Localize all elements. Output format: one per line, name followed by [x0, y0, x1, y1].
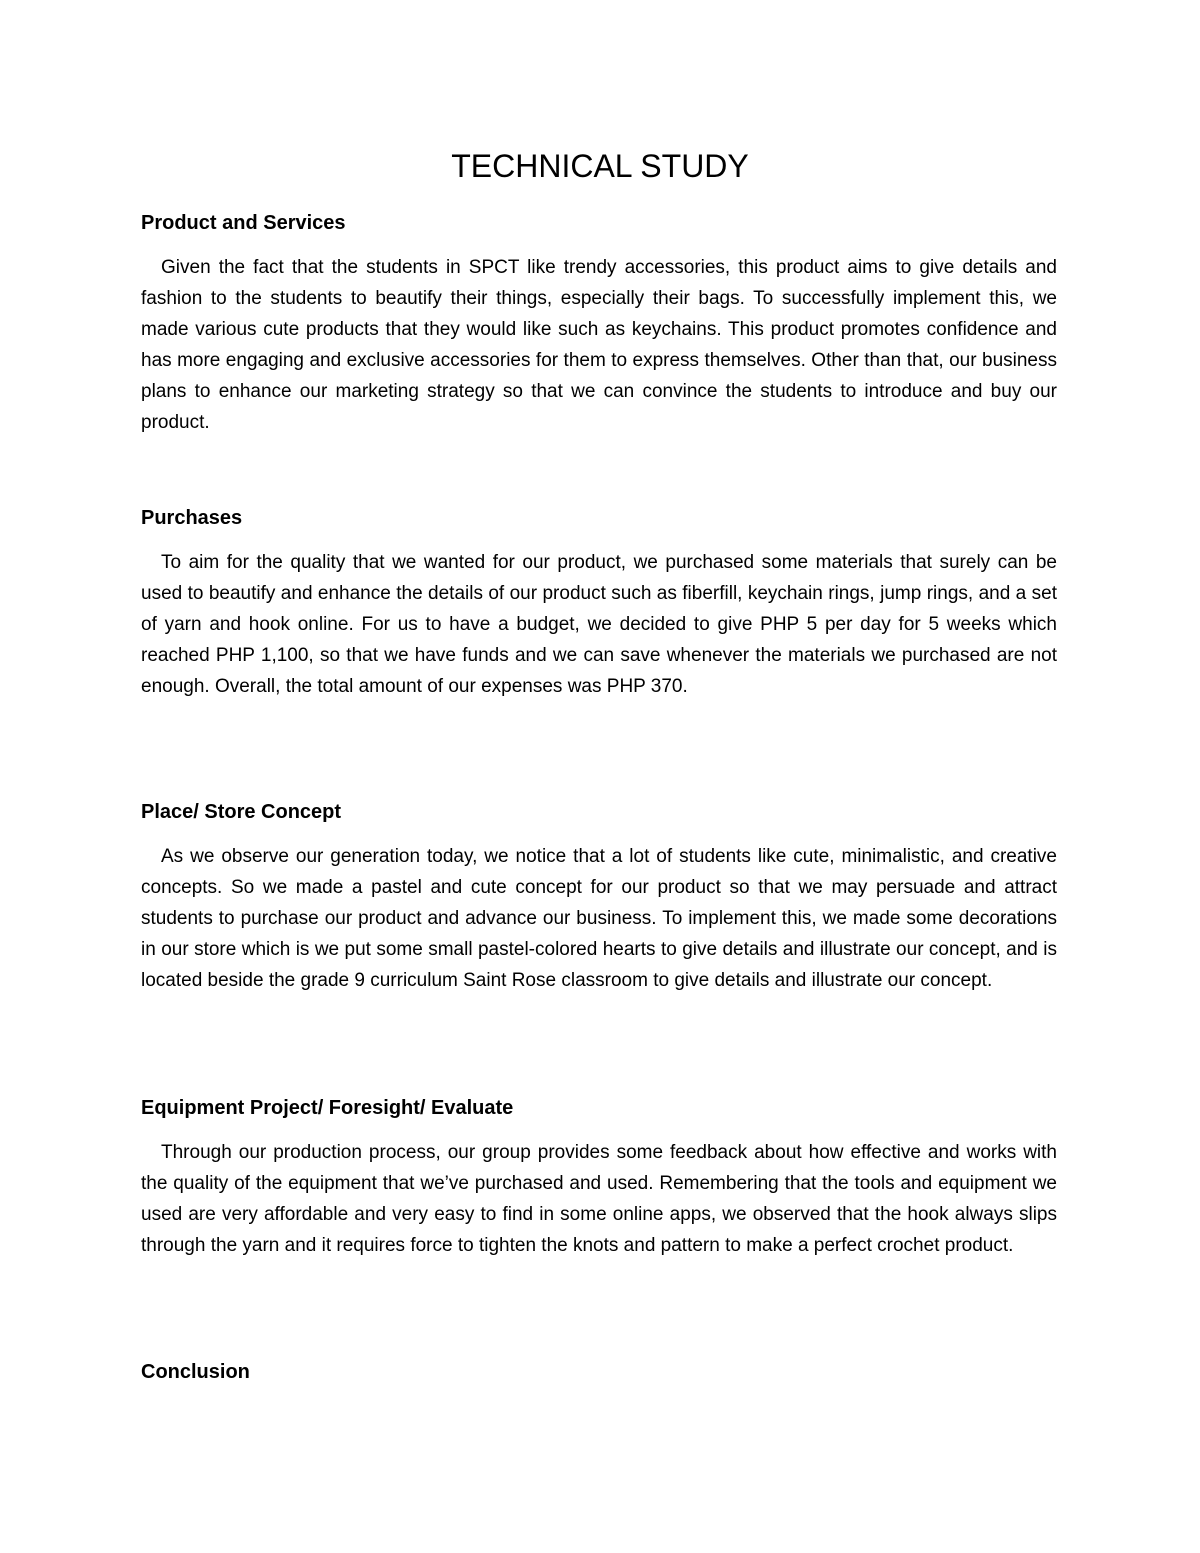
document-title: TECHNICAL STUDY [451, 148, 749, 184]
section-paragraph: Given the fact that the students in SPCT like trendy accessories, this product aims to give details and fashion to the students to beautify their things, especially their bags. To successfully implement this, we made various cute products that they would like such as keychains. This product promotes confidence and has more engaging and exclusive accessories for them to express themselves. Other than that, our business plans to enhance our marketing strategy so that we can convince the students to introduce and buy our product. [141, 257, 1057, 433]
section-paragraph: To aim for the quality that we wanted for our product, we purchased some materials that surely can be used to beautify and enhance the details of our product such as fiberfill, keychain rings, jump rings, and a set of yarn and hook online. For us to have a budget, we decided to give PHP 5 per day for 5 weeks which reached PHP 1,100, so that we have funds and we can save whenever the materials we purchased are not enough. Overall, the total amount of our expenses was PHP 370. [141, 552, 1057, 697]
section-heading: Equipment Project/ Foresight/ Evaluate [141, 1097, 514, 1119]
section-heading: Purchases [141, 507, 243, 529]
section-paragraph: Through our production process, our group provides some feedback about how effective and works with the quality of the equipment that we’ve purchased and used. Remembering that the tools and equipment we used are very affordable and very easy to find in some online apps, we observed that the hook always slips through the yarn and it requires force to tighten the knots and pattern to make a perfect crochet product. [141, 1142, 1057, 1256]
section-place-store-concept [141, 799, 1057, 996]
section-paragraph: As we observe our generation today, we notice that a lot of students like cute, minimalistic, and creative concepts. So we made a pastel and cute concept for our product so that we may persuade and attract students to purchase our product and advance our business. To implement this, we made some decorations in our store which is we put some small pastel-colored hearts to give details and illustrate our concept, and is located beside the grade 9 curriculum Saint Rose classroom to give details and illustrate our concept. [141, 846, 1057, 991]
section-equipment-project [141, 1095, 1057, 1261]
section-heading: Place/ Store Concept [141, 801, 342, 823]
section-purchases [141, 505, 1057, 702]
section-conclusion [141, 1359, 1057, 1385]
section-product-and-services [141, 210, 1057, 438]
section-heading: Conclusion [141, 1361, 250, 1383]
section-heading: Product and Services [141, 212, 346, 234]
